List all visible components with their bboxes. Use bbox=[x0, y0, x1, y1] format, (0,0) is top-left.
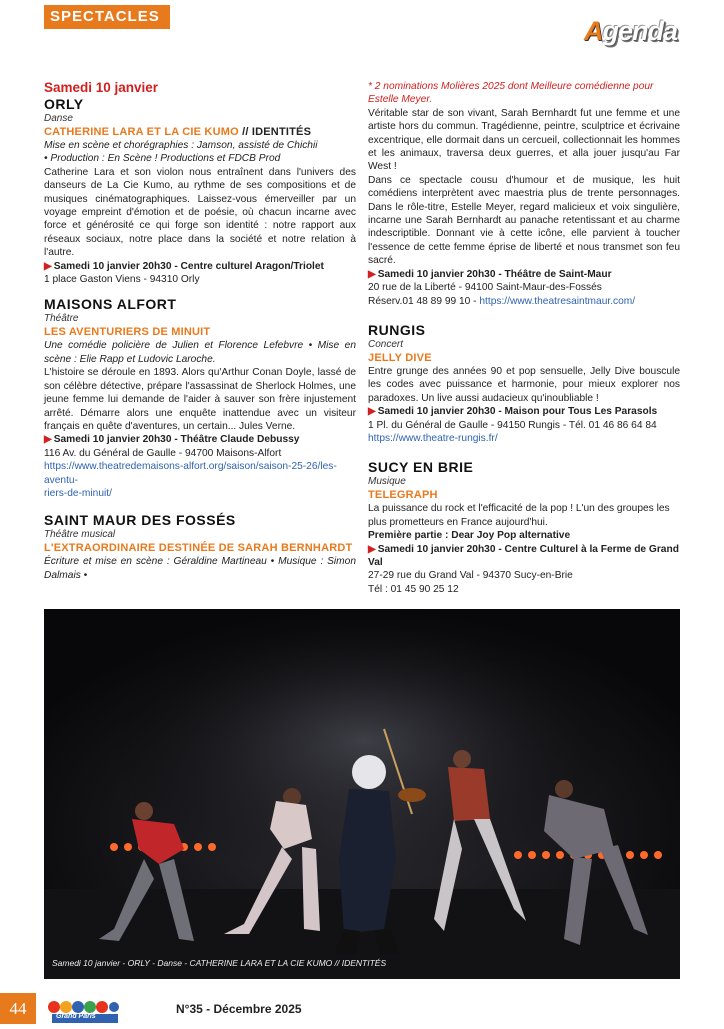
right-column bbox=[368, 80, 680, 596]
magazine-logo-subtitle: Grand Paris bbox=[56, 1013, 96, 1020]
agenda-logo bbox=[584, 16, 677, 47]
magazine-logo-icon bbox=[46, 998, 126, 1024]
event-website-link[interactable]: https://www.theatre-rungis.fr/ bbox=[368, 432, 498, 444]
event-address: 116 Av. du Général de Gaulle - 94700 Maisons-Alfort bbox=[44, 447, 282, 459]
event-website-link[interactable]: https://www.theatresaintmaur.com/ bbox=[479, 295, 636, 307]
event-schedule bbox=[44, 433, 356, 446]
play-triangle-icon: ▶ bbox=[368, 543, 376, 555]
page-number: 44 bbox=[0, 993, 36, 1024]
section-label: SPECTACLES bbox=[44, 5, 170, 29]
event-description: Véritable star de son vivant, Sarah Bernhardt fut une femme et une artiste hors du commun. Tragédienne, peintre, sculptrice et écrivaine excentrique, elle dormait dans un cercueil, collectionnait les hommes et les animaux, traversa deux guerres, et alla jouer jusqu'au Far West ! bbox=[368, 107, 680, 173]
event-address: 20 rue de la Liberté - 94100 Saint-Maur-des-Fossés bbox=[368, 282, 602, 294]
event-credits: Mise en scène et chorégraphies : Jamson, assisté de Chichii bbox=[44, 140, 318, 151]
performance-photo-illustration bbox=[44, 609, 680, 979]
event-title: JELLY DIVE bbox=[368, 351, 432, 364]
event-schedule-text: Samedi 10 janvier 20h30 - Théâtre Claude Debussy bbox=[53, 434, 300, 446]
event-schedule-text: Samedi 10 janvier 20h30 - Centre culturel Aragon/Triolet bbox=[53, 260, 324, 272]
event-schedule-text: Samedi 10 janvier 20h30 - Théâtre de Saint-Maur bbox=[377, 268, 612, 280]
event-schedule bbox=[368, 268, 680, 281]
event-website-link[interactable]: https://www.theatredemaisons-alfort.org/saison/saison-25-26/les-aventu- bbox=[44, 461, 337, 486]
award-note: * 2 nominations Molières 2025 dont Meilleure comédienne pour Estelle Meyer. bbox=[368, 81, 654, 106]
event-orly bbox=[44, 96, 356, 286]
magazine-logo bbox=[46, 998, 126, 1024]
event-credits: Une comédie policière de Julien et Florence Lefebvre • Mise en scène : Elie Rapp et Ludovic Laroche. bbox=[44, 340, 356, 365]
event-description: L'histoire se déroule en 1893. Alors qu'Arthur Conan Doyle, lassé de son célèbre détective, prépare l'assassinat de Sherlock Holmes, une jeune femme lui demande de l'aider à sauver son frère injustement arrêté. Démarre alors une enquête inattendue avec un visiteur français en quête d'aventures, un certain... Jules Verne. bbox=[44, 367, 356, 432]
left-column bbox=[44, 80, 356, 582]
event-address: 27-29 rue du Grand Val - 94370 Sucy-en-Brie bbox=[368, 570, 573, 582]
issue-label: N°35 - Décembre 2025 bbox=[176, 1002, 302, 1016]
event-address: 1 place Gaston Viens - 94310 Orly bbox=[44, 274, 200, 286]
event-title: LES AVENTURIERS DE MINUIT bbox=[44, 326, 211, 339]
event-title bbox=[44, 125, 356, 139]
event-reservation bbox=[368, 295, 680, 308]
reservation-phone: Réserv.01 48 89 99 10 - bbox=[368, 295, 480, 307]
play-triangle-icon: ▶ bbox=[44, 260, 52, 272]
event-website-link-cont[interactable]: riers-de-minuit/ bbox=[44, 487, 112, 499]
event-title-subtitle: IDENTITÉS bbox=[251, 126, 312, 138]
event-address: 1 Pl. du Général de Gaulle - 94150 Rungis - Tél. 01 46 86 64 84 bbox=[368, 419, 657, 431]
event-maisons-alfort bbox=[44, 296, 356, 500]
event-title: L'EXTRAORDINAIRE DESTINÉE DE SARAH BERNHARDT bbox=[44, 542, 353, 555]
photo-caption: Samedi 10 janvier - ORLY - Danse - CATHERINE LARA ET LA CIE KUMO // IDENTITÉS bbox=[52, 958, 387, 968]
play-triangle-icon: ▶ bbox=[368, 268, 376, 280]
date-heading: Samedi 10 janvier bbox=[44, 80, 159, 95]
event-title-separator: // bbox=[238, 126, 252, 138]
event-phone: Tél : 01 45 90 25 12 bbox=[368, 583, 459, 595]
city-heading: SAINT MAUR DES FOSSÉS bbox=[44, 512, 236, 529]
event-title: TELEGRAPH bbox=[368, 489, 438, 502]
event-genre: Théâtre musical bbox=[44, 529, 116, 541]
event-saint-maur bbox=[44, 512, 356, 582]
event-schedule-text: Samedi 10 janvier 20h30 - Centre Culturel à la Ferme de Grand Val bbox=[368, 543, 679, 568]
event-saint-maur-continued bbox=[368, 80, 680, 308]
event-rungis bbox=[368, 322, 680, 445]
event-description: Catherine Lara et son violon nous entraînent dans l'univers des danseurs de La Cie Kumo, au rythme de ses compositions et de musiques cinématographiques. Laissez-vous émerveiller par un voyage empreint d'émotion et de poésie, où chacun incarne avec force et générosité ce qui forge son identité : notre rapport aux réseaux sociaux, notre place dans la société et notre relation à l'autre. bbox=[44, 166, 356, 259]
event-description: La puissance du rock et l'efficacité de la pop ! L'un des groupes les plus prometteurs en France aujourd'hui. bbox=[368, 503, 670, 528]
event-first-part: Première partie : Dear Joy Pop alternative bbox=[368, 530, 571, 542]
event-description: Entre grunge des années 90 et pop sensuelle, Jelly Dive bouscule les codes avec puissance et harmonie, pour mieux explorer nos paradoxes. Un live aussi audacieux qu'inoubliable ! bbox=[368, 365, 680, 404]
event-production: • Production : En Scène ! Productions et FDCB Prod bbox=[44, 153, 281, 165]
agenda-logo-rest: genda bbox=[602, 16, 678, 46]
performance-photo bbox=[44, 609, 680, 979]
event-description-2: Dans ce spectacle cousu d'humour et de musique, les huit comédiens interprètent avec maestria plus de trente personnages. Dans le rôle-titre, Estelle Meyer, regard malicieux et voix singulière, incarne une Sarah Bernhardt au panache retentissant et au charme indescriptible. Donnant vie à cette icône, elle parvient à toucher l'essence de cette femme éprise de liberté et nous transmet son feu sacré. bbox=[368, 174, 680, 267]
event-schedule bbox=[368, 543, 680, 570]
city-heading: ORLY bbox=[44, 96, 84, 112]
city-heading: RUNGIS bbox=[368, 321, 426, 338]
city-heading: SUCY EN BRIE bbox=[368, 459, 474, 476]
play-triangle-icon: ▶ bbox=[368, 406, 376, 418]
event-schedule bbox=[368, 405, 680, 418]
event-schedule-text: Samedi 10 janvier 20h30 - Maison pour Tous Les Parasols bbox=[377, 406, 658, 418]
event-genre: Danse bbox=[44, 113, 73, 124]
city-heading: MAISONS ALFORT bbox=[44, 296, 177, 313]
play-triangle-icon: ▶ bbox=[44, 434, 52, 446]
agenda-logo-first-letter: A bbox=[584, 16, 603, 46]
event-title-main: CATHERINE LARA ET LA CIE KUMO bbox=[44, 126, 239, 138]
event-genre: Théâtre bbox=[44, 313, 79, 325]
event-credits: Écriture et mise en scène : Géraldine Martineau • Musique : Simon Dalmais • bbox=[44, 556, 356, 581]
event-sucy-en-brie bbox=[368, 459, 680, 596]
event-genre: Musique bbox=[368, 476, 406, 488]
event-schedule bbox=[44, 260, 356, 273]
event-genre: Concert bbox=[368, 338, 404, 350]
